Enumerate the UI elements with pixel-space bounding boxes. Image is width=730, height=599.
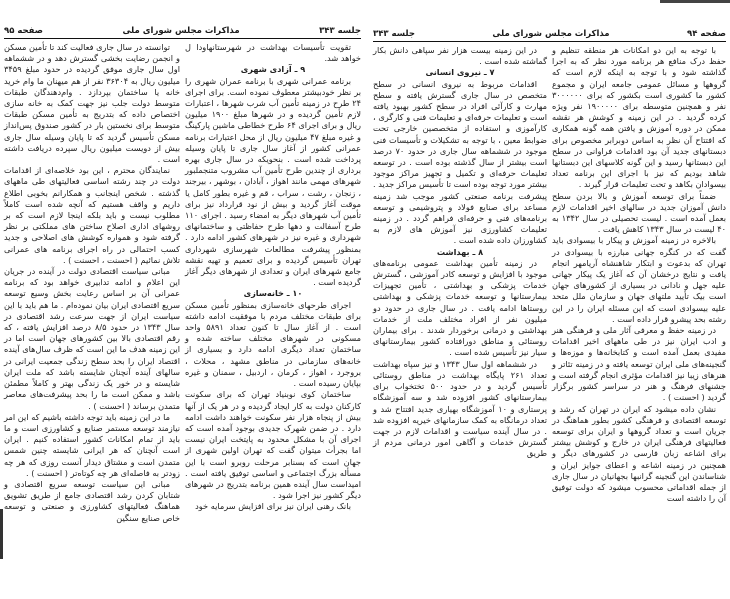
page-header: [4, 22, 361, 39]
paragraph: نشان داده میشود که ایران در تهران که رشد و توسعه اقتصادی و فرهنگی کشور بطور هماهنگ در جریان است و تعداد گروهها و ایران برای توسعه فعالیتهای فرهنگی ایران در خارج و کوشش بیشتر برای اشاعه زبان فارسی در کشورهای دیگر و همچنین در زمینه اشاعه و اعطای جوایز ایران و شناساندن این گنجینه گرانبها بجهانیان در سال جاری از جمله اقداماتی محسوب میشود که دولت توفیق آن را داشته است: [552, 403, 726, 504]
paragraph: نمایندگان محترم ، این بود خلاصه‌ای از اقدامات دولت در چند رشته اساسی فعالیتهای طی ماههای گذشته . شخص اینجانب و همکارانم بخوبی اطلاع داریم و واقف هستیم که آنچه شده است کاملاً مطلوب نیست و باید بلکه اینجا لازم است که بر روشهای اداری اصلاح ساختن های مملکتی بر نظر گرفته شود و همواره کوشش های اصلاحی و جدید کسب احتمالی در راه اجرای برنامه های عمرانی تلاش نمائیم ( احسنت ، احسنت ) .: [4, 165, 180, 265]
page-number: صفحه ۹۵: [4, 26, 43, 36]
text-column-right: [185, 42, 361, 513]
paragraph: در زمینه تأمین بهداشت عمومی برنامه‌های موجود با افزایش و توسعه کادر آموزشی ، گسترش خدمات پزشکی و بهداشتی ، تأمین تجهیزات بیمارستانها و توسعه خدمات پزشکی و بهداشتی روستاها ادامه یافت . در سال جاری در حدود دو میلیون نفر از افراد مختلف ملت از خدمات بهداشتی و درمانی برخوردار شدند . برای بیماران روستائی و مناطق دورافتاده کشور بیمارستانهای سیار نیز تأسیس شده است .: [373, 257, 547, 358]
scan-artifact: [0, 509, 3, 559]
paragraph: تقویت تأسیسات بهداشت در شهرستانهاودا ل خواهد شد.: [185, 42, 361, 64]
paragraph: در زمینه حفظ و معرفی آثار ملی و فرهنگی هنر و ادب ایران نیز در طی ماههای اخیر اقدامات مفیدی بعمل آمده است و کتابخانه‌ها و موزه‌ها و گنجینه‌های ملی ایران توسعه یافته و در زمینه تئاتر و هنرهای زیبا نیز اقدامات مؤثری انجام گرفته است و جشنهای فرهنگ و هنر در سراسر کشور برگزار گردید ( احسنت ) .: [552, 325, 726, 403]
publication-title: مذاکرات مجلس شورای ملی: [492, 29, 610, 39]
paragraph: در این زمینه بیست هزار نفر سپاهی دانش بکار گماشته شده است .: [373, 45, 547, 67]
text-column-right: [552, 45, 726, 504]
text-column-left: [4, 42, 180, 524]
section-heading: ۷ ـ نیروی انسانی: [425, 67, 495, 78]
section-heading: ۸ ـ بهداشت: [436, 246, 484, 257]
text-column-left: [373, 45, 547, 460]
paragraph: مبانی سیاست اقتصادی دولت در آینده در جریان این اعلام و ادامه تدابیری خواهد بود که برنامه عمرانی آن بر اساس رعایت بخش وسیع توسعه سریع اقتصادی ایران بیان نموده‌ام . ما هم باید با این سیاست ایران از جهت سرعت رشد اقتصادی در سال ۱۳۴۳ در حدود ۸/۵ درصد افزایش یافته ، که رقم اقتصادی بالا بین کشورهای جهان است اما در این زمینه هدف ما این است که ظرف سال‌های آینده اقتصاد ایران را بحد سطح زندگی جمعیت ایرانی در سالهای آینده آنچنان شایسته باشد که ملت ایران شایسته و در خور یک زندگی بهتر و کاملاً مطمئن باشد و ممکن است ما را بحد پیشرفت‌های معاصر متمدن برساند ( احسنت ) .: [4, 266, 180, 411]
paragraph: بانک رهنی ایران نیز برای افزایش سرمایه خود: [195, 501, 351, 512]
session-number: جلسه ۳۴۳: [373, 29, 415, 39]
page-number: صفحه ۹۴: [687, 29, 726, 39]
paragraph: ضمناً برای توسعه آموزش و بالا بردن سطح دانش آموزان جدید در سالهای اخیر اقدامات لازم بعمل آمده است . لیست تحصیلی در سال ۱۳۴۲ به ۴۰ لیست در سال ۱۳۴۳ کاهش یافت .: [552, 190, 726, 235]
paragraph: با توجه به این دو امکانات هر منطقه تنظیم و حفظ درک منافع هر برنامه مورد نظر که به اجرا گذاشته شود و با توجه به اینکه لازم است که گروهها و مسائل عمومی جامعه ایران و مجموع کشور ما کشوری است بکشور که برای ۳۰۰۰۰۰۰ نفر و همچنین متوسطه برای ۱۹۰۰۰۰۰ نفر ویژه کرده گردید . در این زمینه و کوشش هر نقشه ممکن در دوره آموزش و یافتن همه گونه همکاری که افتتاح آن نظر به اساس دوبرابر مخصوص برای دبستانهای جدید آن بود اقدامات فراوانی در سطح این دبستانها رسید و این گونه کلاسهای این دبستانها شاهد بودیم که نیز با اجرای این برنامه تعداد بیسوادان بکاهد و تحت تعلیمات قرار گیرند .: [552, 45, 726, 190]
page-header: [373, 25, 726, 42]
session-number: جلسه ۳۴۳: [319, 26, 361, 36]
paragraph: مبانی این سیاست توسعه سریع اقتصادی و شتابان کردن رشد اقتصادی جامع از طریق تشویق هماهنگ فعالیتهای کشاورزی و صنعتی و توسعه خاص صنایع سنگین: [4, 478, 180, 523]
paragraph: اجرای طرحهای خانه‌سازی بمنظور تأمین مسکن برای طبقات مختلف مردم با موفقیت ادامه داشته است . از آغاز سال تا کنون تعداد ۵۸۹۱ واحد مسکونی در شهرهای مختلف ساخته شده و ساختمان تعداد دیگری ادامه دارد و بسیاری از خانه‌های سازمانی در مناطق مشهد ، محلات ، بروجرد ، اهواز ، کرمان ، اردبیل ، سمنان و غیره بپایان رسیده است .: [185, 299, 361, 389]
section-heading: ۱۰ ـ خانه‌سازی: [243, 288, 303, 299]
paragraph: توانسته در سال جاری فعالیت کند تا تأمین مسکن و انجمن رضایت بخشی گسترش دهد و در ششماهه اول سال جاری موفق گردیده در حدود مبلغ ۳۴۵۹ میلیون ریال به ۳۶۳۰۴ نفر از هم میهنان ما وام خرید خانه یا ساختمان بپردازد . وام‌دهندگان طبقات متوسط دولت جلب نیز جهت کمک به خانه سازی اختصاص داده که بتدریج به تأمین مسکن طبقات متوسط برای نخستین بار در کشور صندوق پس‌انداز مسکن تأسیس گردید که تا پایان وسیله سال جاری بیش از دویست میلیون ریال سپرده دریافت داشته است .: [4, 42, 180, 165]
paragraph: ما در این زمینه باید توجه داشته باشیم که این امر نیازمند توسعه مستمر صنایع و کشاورزی است و ما باید از تمام امکانات کشور استفاده کنیم . ایران است آنچنان که هر ایرانی شایسته چنین شمس متمدن است و مشتاق دیدار آنست روزی که هر چه زودتر به فاصله‌ای هر چه کوتاه‌تر ( احسنت ) .: [4, 411, 180, 478]
paragraph: در ششماهه اول سال ۱۳۴۳ و نیز سپاه بهداشت تعداد ۲۶۱ پایگاه بهداشت در مناطق روستائی تأسیس گردید و در حدود ۵۰۰ تختخواب برای بیمارستانهای کشور افزوده شد و سه آموزشگاه پرستاری و ۱۰ آموزشگاه بهیاری جدید افتتاح شد و تعداد درمانگاه به کمک سازمانهای خیریه افزوده شد . در سال آینده سیاست و اقدامات لازم در جهت گسترش خدمات و آگاهی امور درمانی مردم از طریق: [373, 358, 547, 459]
paragraph: بالاخره در زمینه آموزش و پیکار با بیسوادی باید گفت که در کنگره جهانی مبارزه با بیسوادی در تهران که بدعوت و ابتکار شاهنشاه آریامهر انجام یافت و نتایج درخشان آن که آغاز یک پیکار جهانی علیه جهل و نادانی در بسیاری از کشورهای جهان است بیک تأیید ملتهای جهان و سازمان ملل متحد علیه بیسوادی است که این مسئله ایران را در این رشته بحد پیشرو قرار داده است .: [552, 235, 726, 324]
scan-artifact: [660, 0, 730, 3]
publication-title: مذاکرات مجلس شورای ملی: [122, 26, 240, 36]
paragraph: اقدامات مربوط به نیروی انسانی در سطح متخصص در سال جاری گسترش یافته و سطح مهارت و کارآئی افراد در سطح کشور بهبود یافته است و تعلیمات حرفه‌ای و تعلیمات فنی و کارگری ، کارآموزی و استفاده از متخصصین خارجی تحت ضوابط معین ، با توجه به تشکیلات و تأسیسات فنی موجود در ششماهه سال جاری در حدود ۷۰ درصد است بیشتر از سال گذشته بوده است . در توسعه تعلیمات حرفه‌ای و تکمیل و تجهیز مراکز موجود بیشتر مورد توجه بوده است تا تأسیس مراکز جدید . پیشرفت برنامه صنعتی کشور موجب شد زمینه مساعد برای صنایع فولاد و پتروشیمی و توسعه برنامه‌های فنی و حرفه‌ای فراهم گردد . در زمینه تعلیمات کشاورزی نیز آموزش های لازم به کشاورزان داده شده است .: [373, 78, 547, 246]
section-heading: ۹ ـ آزادی شهری: [240, 64, 306, 75]
paragraph: برنامه عمرانی شهری با برنامه عمران شهری را بر نظر خودبیشتر معطوف نموده است. برای اجرای ۲۴ طرح در زمینه تأمین آب شرب شهرها ، اعتبارات لازم تأمین گردیده و در شهرها مبلغ ۱۹۰۰ میلیون ریال و برای اجرای ۶۴ طرح خطاطی ماشین پارکینگ و غیره مبلغ ۴۷ میلیون ریال از محل اعتبارات برنامه عمرانی کشور از آغاز سال جاری تا پایان وسیله پرداخت شده است . بنحویکه در سال جاری بهره برداری از چندین طرح تأمین آب مشروب متنجملبور شهرهای مهمی مانند اهواز ، آبادان ، بوشهر ، بیرجند ، زنجان ، رشت ، سراب ، قم و غیره بطور کامل یا موقت آغاز گردید و بیش از نود قرارداد نیز برای تأمین آب شهرهای دیگر به امضاء رسید . اجرای ۱۱۰ طرح آسفالت و دهها طرح حفاظتی و ساختمانهای شهرداری و غیره نیز در شهرهای کشور ادامه دارد . بمنظور پیشرفت مطالعات شهرسازی شهرداری تهران تأسیس گردیده و برای تعمیم و تهیه نقشه جامع شهرهای ایران و تعدادی از شهرهای دیگر آغاز گردیده است .: [185, 75, 362, 288]
paragraph: ساختمان کوی نوبنیاد تهران که برای سکونت کارکنان دولت به کار ایجاد گردیده و در هر یک از آنها بیش از پنجاه هزار نفر سکونت خواهند داشت ادامه دارد . در ضمن شهرک جدیدی بوجود آمده است که اجرای آن با مشکل محدود به پایتخت ایران نیست اما بجرأت میتوان گفت که تهران اولین شهری از جهان است که بسنابر مرحلت روبرو است با این مسأله بزرگ اجتماعی و اساسی توفیق یافته است . امیداست سال آینده همین برنامه بتدریج در شهرهای دیگر کشور نیز اجرا شود .: [185, 389, 361, 501]
